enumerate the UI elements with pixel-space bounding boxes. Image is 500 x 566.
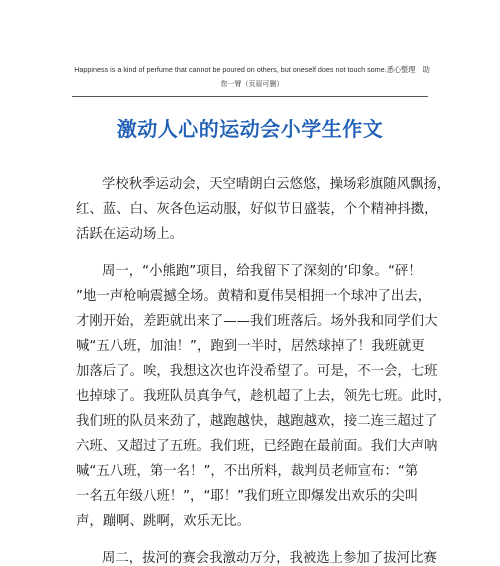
paragraph-line: 加落后了。唉，我想这次也许没希望了。可是，不一会，七班	[76, 364, 438, 379]
paragraph-line: 一名五年级八班！”，“耶！”我们班立即爆发出欢乐的尖叫	[76, 489, 419, 504]
paragraph-line: 红、蓝、白、灰各色运动服，好似节日盛装，个个精神抖擞，	[76, 202, 438, 217]
paragraph-line: 六班、又超过了五班。我们班，已经跑在最前面。我们大声呐	[76, 439, 438, 454]
paragraph-line: 周二，拔河的赛会我激动万分，我被选上参加了拔河比赛	[102, 551, 437, 566]
paragraph-line: 周一，“小熊跑”项目，给我留下了深刻的’印象。“砰！	[102, 264, 422, 279]
document-title: 激动人心的运动会小学生作文	[116, 117, 384, 141]
page-header	[72, 62, 432, 92]
document-body	[76, 172, 451, 566]
paragraph-line: 也掉球了。我班队员真争气，趁机超了上去，领先七班。此时，	[76, 389, 451, 404]
header-divider	[72, 96, 428, 97]
paragraph-line: 活跃在运动场上。	[76, 227, 184, 242]
paragraph-line: 喊“五八班，加油！”，跑到一半时，居然球掉了！我班就更	[76, 339, 425, 354]
paragraph-line: 学校秋季运动会，天空晴朗白云悠悠，操场彩旗随风飘扬，	[102, 177, 451, 192]
paragraph-line: 才刚开始，差距就出来了——我们班落后。场外我和同学们大	[76, 314, 438, 329]
paragraph	[76, 259, 451, 534]
paragraph-line: 声，蹦啊、跳啊，欢乐无比。	[76, 514, 251, 529]
paragraph	[76, 546, 437, 566]
paragraph-line: 喊“五八班，第一名！”，不出所料，裁判员老师宣布：“第	[76, 464, 419, 479]
header-line-1: Happiness is a kind of perfume that cannot be poured on others, but oneself does not touch some.悉心整理 助	[74, 65, 430, 74]
paragraph-line: 我们班的队员来劲了，越跑越快，越跑越欢，接二连三超过了	[76, 414, 438, 429]
paragraph-line: ”地一声枪响震撼全场。黄精和夏伟昊相拥一个球冲了出去，	[76, 289, 432, 304]
paragraph	[76, 172, 451, 247]
header-line-2: 您一臂（页眉可删）	[220, 80, 284, 88]
